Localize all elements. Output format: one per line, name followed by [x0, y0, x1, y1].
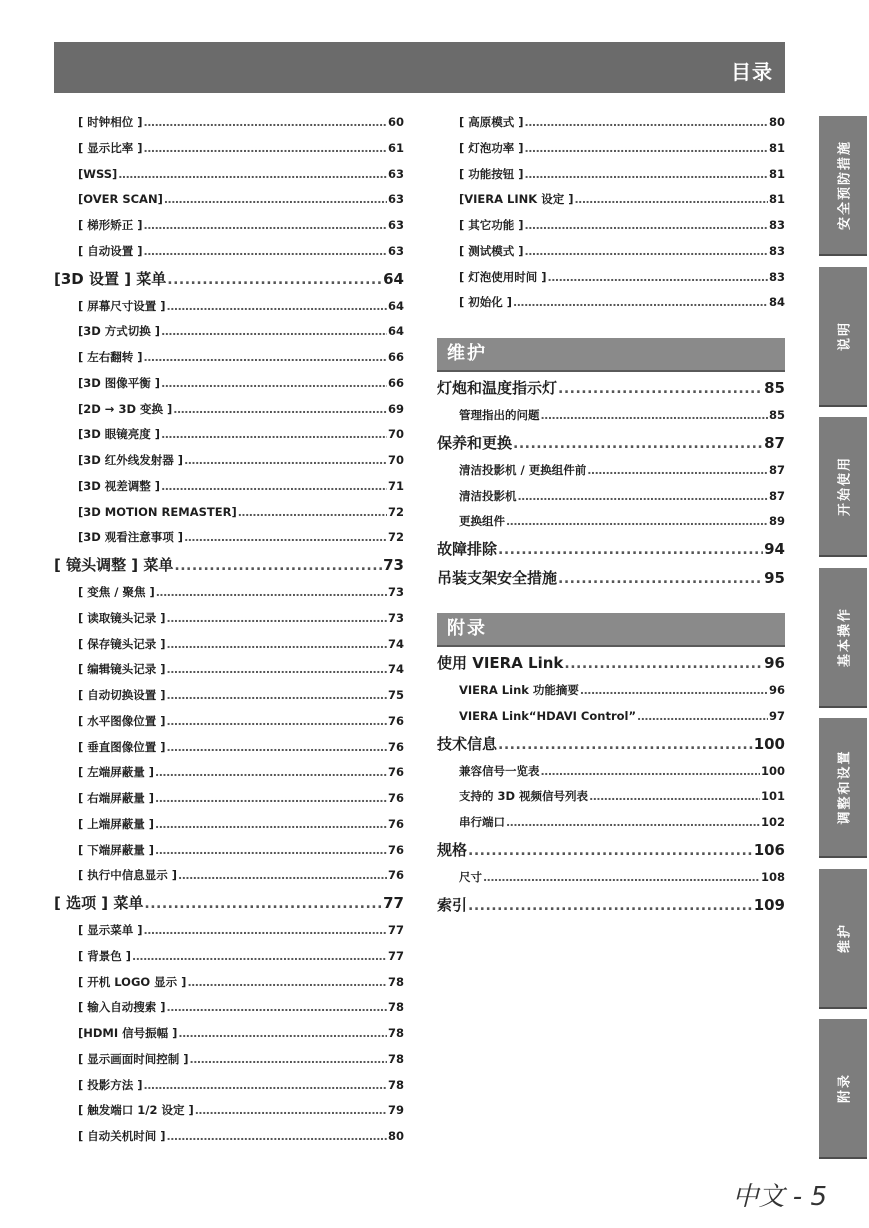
toc-entry-page: 100 — [753, 734, 785, 753]
toc-entry-label: 管理指出的问题 — [459, 408, 540, 422]
toc-entry-label: [2D → 3D 变换 ] — [78, 401, 173, 416]
toc-entry-label: 尺寸 — [459, 869, 482, 884]
toc-entry-label: 技术信息 — [437, 734, 498, 753]
dot-leader — [167, 632, 387, 658]
toc-entry-label: 使用 VIERA Link — [437, 654, 564, 672]
toc-entry[interactable] — [54, 345, 404, 371]
toc-entry-page: 96 — [764, 654, 785, 672]
side-tab-label: 附录 — [837, 1072, 853, 1104]
toc-entry-label: [3D 视差调整 ] — [78, 478, 161, 493]
toc-entry-page: 63 — [387, 218, 404, 232]
toc-entry-label: [ 显示菜单 ] — [78, 923, 143, 937]
dot-leader — [144, 890, 382, 919]
toc-entry[interactable] — [54, 970, 404, 996]
dot-leader — [161, 319, 387, 345]
toc-entry-label: [ 屏幕尺寸设置 ] — [78, 298, 166, 313]
toc-entry-label: [ 垂直图像位置 ] — [78, 739, 166, 754]
dot-leader — [174, 552, 382, 581]
toc-entry[interactable] — [54, 944, 404, 970]
toc-entry-page: 71 — [387, 478, 404, 493]
dot-leader — [468, 892, 753, 921]
side-tab-label: 开始使用 — [837, 455, 853, 517]
dot-leader — [161, 474, 387, 500]
dot-leader — [238, 500, 387, 526]
toc-entry[interactable] — [54, 422, 404, 448]
dot-leader — [167, 266, 382, 295]
toc-right-column — [437, 110, 785, 920]
toc-entry[interactable] — [54, 1124, 404, 1150]
toc-entry-page: 80 — [768, 115, 785, 129]
toc-entry[interactable] — [54, 786, 404, 812]
toc-entry[interactable] — [54, 1021, 404, 1047]
toc-entry-page: 87 — [768, 462, 785, 477]
toc-entry-label: [ 触发端口 1/2 设定 ] — [78, 1103, 194, 1118]
toc-entry-page: 72 — [387, 530, 404, 545]
toc-entry-page: 63 — [387, 166, 404, 181]
toc-entry[interactable] — [437, 403, 785, 429]
side-tab[interactable] — [819, 417, 867, 557]
toc-entry-page: 94 — [764, 540, 785, 558]
toc-entry-label: [VIERA LINK 设定 ] — [459, 192, 574, 207]
toc-entry-page: 84 — [768, 295, 785, 310]
toc-entry-label: [ 镜头调整 ] 菜单 — [54, 556, 174, 574]
toc-entry-page: 76 — [387, 816, 404, 831]
dot-leader — [541, 403, 768, 429]
toc-entry[interactable] — [54, 580, 404, 606]
toc-entry-label: [3D 眼镜亮度 ] — [78, 427, 161, 442]
dot-leader — [513, 430, 763, 459]
toc-entry[interactable] — [54, 812, 404, 838]
toc-entry-page: 77 — [387, 923, 404, 937]
toc-entry-page: 73 — [383, 556, 404, 574]
dot-leader — [144, 110, 387, 136]
toc-entry[interactable] — [437, 759, 785, 785]
dot-leader — [155, 760, 387, 786]
toc-entry-label: [ 背景色 ] — [78, 948, 132, 963]
dot-leader — [195, 1098, 387, 1124]
toc-entry-page: 78 — [387, 1051, 404, 1066]
toc-entry-page: 72 — [387, 504, 404, 519]
toc-entry[interactable] — [54, 525, 404, 551]
side-tab-label: 安全预防措施 — [837, 139, 853, 231]
toc-entry-label: 支持的 3D 视频信号列表 — [459, 789, 589, 804]
toc-entry[interactable] — [54, 838, 404, 864]
toc-entry-page: 108 — [760, 869, 785, 884]
toc-entry[interactable] — [437, 187, 785, 213]
toc-entry[interactable] — [54, 632, 404, 658]
toc-entry[interactable] — [54, 657, 404, 683]
dot-leader — [589, 784, 760, 810]
toc-entry-label: [ 上端屏蔽量 ] — [78, 816, 155, 831]
toc-entry-label: [ 右端屏蔽量 ] — [78, 791, 155, 805]
toc-left-column — [54, 110, 404, 1150]
dot-leader — [167, 606, 387, 632]
toc-entry-label: 索引 — [437, 895, 468, 914]
toc-entry-page: 81 — [768, 166, 785, 181]
dot-leader — [558, 565, 763, 594]
toc-entry-major[interactable] — [54, 265, 404, 294]
toc-entry-page: 75 — [387, 688, 404, 702]
toc-entry-page: 83 — [768, 218, 785, 232]
toc-entry-label: VIERA Link 功能摘要 — [459, 683, 579, 697]
toc-entry-page: 96 — [768, 683, 785, 697]
toc-entry-label: [WSS] — [78, 166, 118, 181]
toc-entry-page: 80 — [387, 1129, 404, 1143]
toc-entry[interactable] — [54, 371, 404, 397]
dot-leader — [548, 265, 768, 291]
toc-entry-page: 76 — [387, 739, 404, 754]
toc-entry[interactable] — [437, 110, 785, 136]
toc-entry-page: 74 — [387, 662, 404, 677]
toc-entry[interactable] — [437, 784, 785, 810]
toc-entry[interactable] — [54, 760, 404, 786]
toc-entry-label: [ 编辑镜头记录 ] — [78, 662, 166, 677]
toc-entry-label: [ 自动关机时间 ] — [78, 1129, 166, 1143]
toc-entry-label: [3D 观看注意事项 ] — [78, 530, 184, 545]
toc-entry-page: 64 — [383, 269, 404, 288]
toc-entry-major[interactable] — [437, 836, 785, 865]
toc-entry[interactable] — [54, 709, 404, 735]
dot-leader — [513, 290, 768, 316]
toc-entry-label: 规格 — [437, 840, 468, 859]
toc-entry-label: VIERA Link“HDAVI Control” — [459, 708, 637, 723]
header-bar — [54, 42, 785, 93]
toc-entry-page: 78 — [387, 1026, 404, 1040]
dot-leader — [132, 944, 387, 970]
dot-leader — [144, 136, 387, 162]
toc-entry-label: [ 其它功能 ] — [459, 218, 524, 232]
side-tab-label: 说明 — [837, 320, 853, 351]
dot-leader — [525, 136, 768, 162]
toc-entry-label: [ 自动切换设置 ] — [78, 688, 166, 702]
toc-entry-page: 76 — [387, 868, 404, 883]
toc-entry-page: 66 — [387, 350, 404, 364]
dot-leader — [167, 1124, 387, 1150]
toc-entry-page: 76 — [387, 765, 404, 780]
dot-leader — [468, 837, 753, 866]
toc-entry-label: [ 初始化 ] — [459, 295, 513, 310]
toc-entry-label: [3D 方式切换 ] — [78, 324, 161, 339]
dot-leader — [144, 345, 387, 371]
dot-leader — [187, 970, 387, 996]
toc-entry-page: 100 — [760, 763, 785, 778]
toc-entry-label: [OVER SCAN] — [78, 192, 163, 207]
toc-entry-page: 83 — [768, 243, 785, 258]
dot-leader — [144, 1073, 387, 1099]
dot-leader — [184, 448, 387, 474]
toc-entry-page: 77 — [383, 894, 404, 912]
toc-entry-label: [ 读取镜头记录 ] — [78, 610, 166, 625]
toc-entry-label: [ 选项 ] 菜单 — [54, 894, 144, 912]
toc-entry-page: 102 — [760, 815, 785, 829]
toc-entry[interactable] — [54, 474, 404, 500]
toc-entry-label: [HDMI 信号振幅 ] — [78, 1026, 178, 1040]
toc-entry-page: 78 — [387, 1000, 404, 1015]
toc-entry[interactable] — [54, 1047, 404, 1073]
toc-entry[interactable] — [54, 213, 404, 239]
toc-entry-label: 更换组件 — [459, 514, 505, 529]
side-tab[interactable] — [819, 267, 867, 407]
dot-leader — [178, 863, 387, 889]
toc-entry-page: 70 — [387, 427, 404, 442]
toc-entry-page: 87 — [768, 488, 785, 503]
toc-entry-page: 64 — [387, 324, 404, 339]
toc-entry-label: 串行端口 — [459, 815, 505, 829]
toc-entry-page: 63 — [387, 192, 404, 207]
dot-leader — [498, 731, 753, 760]
toc-entry[interactable] — [437, 458, 785, 484]
dot-leader — [483, 865, 760, 891]
toc-entry[interactable] — [54, 162, 404, 188]
toc-entry-page: 64 — [387, 298, 404, 313]
toc-entry[interactable] — [437, 213, 785, 239]
toc-entry[interactable] — [54, 1073, 404, 1099]
toc-entry-major[interactable] — [437, 535, 785, 564]
side-tab-label: 调整和设置 — [837, 749, 853, 825]
dot-leader — [167, 657, 387, 683]
toc-entry[interactable] — [54, 294, 404, 320]
toc-entry[interactable] — [437, 162, 785, 188]
toc-entry[interactable] — [437, 509, 785, 535]
toc-entry-label: [ 显示画面时间控制 ] — [78, 1051, 189, 1066]
toc-entry-label: [ 保存镜头记录 ] — [78, 636, 166, 651]
side-tab[interactable] — [819, 718, 867, 858]
toc-entry[interactable] — [437, 810, 785, 836]
toc-entry-label: [ 高原模式 ] — [459, 115, 524, 129]
toc-entry-major[interactable] — [437, 649, 785, 678]
toc-entry-label: 清洁投影机 / 更换组件前 — [459, 462, 587, 477]
toc-entry[interactable] — [54, 1098, 404, 1124]
dot-leader — [155, 786, 387, 812]
toc-entry-page: 69 — [387, 401, 404, 416]
toc-entry[interactable] — [437, 290, 785, 316]
toc-entry[interactable] — [54, 735, 404, 761]
toc-entry[interactable] — [54, 918, 404, 944]
toc-entry-page: 76 — [387, 791, 404, 805]
toc-entry-page: 78 — [387, 1077, 404, 1092]
dot-leader — [580, 678, 768, 704]
dot-leader — [541, 759, 760, 785]
toc-entry-page: 73 — [387, 610, 404, 625]
toc-entry-label: [ 显示比率 ] — [78, 140, 143, 155]
toc-entry-label: 灯炮和温度指示灯 — [437, 379, 558, 397]
toc-entry-page: 101 — [760, 789, 785, 804]
toc-entry[interactable] — [437, 136, 785, 162]
side-tab-label: 维护 — [837, 922, 853, 953]
dot-leader — [190, 1047, 387, 1073]
toc-entry-label: [ 测试模式 ] — [459, 243, 524, 258]
toc-entry[interactable] — [54, 397, 404, 423]
toc-entry[interactable] — [54, 863, 404, 889]
toc-entry-label: 兼容信号一览表 — [459, 763, 540, 778]
toc-entry-label: [ 功能按钮 ] — [459, 166, 524, 181]
dot-leader — [558, 375, 763, 404]
page-title: 目录 — [731, 60, 773, 84]
dot-leader — [173, 397, 387, 423]
toc-entry-label: [ 输入自动搜索 ] — [78, 1000, 166, 1015]
toc-entry-label: 吊装支架安全措施 — [437, 569, 558, 587]
toc-entry-major[interactable] — [437, 730, 785, 759]
toc-entry-label: [ 开机 LOGO 显示 ] — [78, 974, 187, 989]
toc-entry-page: 76 — [387, 842, 404, 857]
dot-leader — [184, 525, 387, 551]
toc-entry-major[interactable] — [437, 564, 785, 593]
toc-entry-page: 74 — [387, 636, 404, 651]
toc-entry-page: 109 — [753, 895, 785, 914]
page-number: 中文 - 5 — [732, 1182, 827, 1212]
toc-entry-label: [3D MOTION REMASTER] — [78, 504, 237, 519]
toc-entry-page: 97 — [768, 708, 785, 723]
dot-leader — [525, 213, 768, 239]
side-tab[interactable] — [819, 1019, 867, 1159]
toc-entry-major[interactable] — [54, 889, 404, 918]
dot-leader — [167, 995, 387, 1021]
toc-entry[interactable] — [54, 110, 404, 136]
toc-entry-page: 76 — [387, 713, 404, 728]
toc-entry-major[interactable] — [437, 891, 785, 920]
toc-entry[interactable] — [437, 265, 785, 291]
toc-entry-label: [ 左端屏蔽量 ] — [78, 765, 155, 780]
toc-entry-page: 81 — [768, 140, 785, 155]
dot-leader — [525, 239, 768, 265]
toc-entry[interactable] — [54, 136, 404, 162]
toc-entry[interactable] — [54, 683, 404, 709]
toc-entry[interactable] — [54, 448, 404, 474]
toc-entry-label: [3D 红外线发射器 ] — [78, 453, 184, 467]
toc-entry-page: 81 — [768, 192, 785, 207]
toc-entry-label: 保养和更换 — [437, 433, 513, 452]
dot-leader — [167, 709, 387, 735]
toc-entry-label: [ 变焦 / 聚焦 ] — [78, 585, 155, 599]
toc-entry-label: [ 下端屏蔽量 ] — [78, 842, 155, 857]
toc-entry-label: [ 执行中信息显示 ] — [78, 868, 178, 883]
toc-entry-page: 89 — [768, 514, 785, 529]
dot-leader — [118, 162, 387, 188]
side-tab-label: 基本操作 — [837, 606, 853, 667]
dot-leader — [506, 810, 760, 836]
toc-entry[interactable] — [54, 995, 404, 1021]
toc-entry[interactable] — [54, 500, 404, 526]
toc-entry[interactable] — [437, 704, 785, 730]
dot-leader — [587, 458, 768, 484]
toc-entry-page: 60 — [387, 115, 404, 129]
toc-entry[interactable] — [54, 319, 404, 345]
toc-entry-major[interactable] — [54, 551, 404, 580]
toc-entry-page: 77 — [387, 948, 404, 963]
dot-leader — [144, 918, 387, 944]
dot-leader — [506, 509, 768, 535]
toc-entry-page: 87 — [764, 433, 785, 452]
toc-entry-label: 故障排除 — [437, 540, 498, 558]
dot-leader — [574, 187, 768, 213]
toc-entry-label: [3D 图像平衡 ] — [78, 375, 161, 390]
toc-entry-page: 83 — [768, 269, 785, 284]
toc-entry-page: 79 — [387, 1103, 404, 1118]
toc-maintenance-list — [437, 374, 785, 593]
dot-leader — [564, 650, 763, 679]
toc-entry-label: [ 投影方法 ] — [78, 1077, 143, 1092]
section-header-maintenance: 维护 — [437, 338, 785, 372]
dot-leader — [156, 580, 387, 606]
toc-entry-major[interactable] — [437, 374, 785, 403]
toc-entry-page: 66 — [387, 375, 404, 390]
side-tab[interactable] — [819, 869, 867, 1009]
dot-leader — [155, 812, 387, 838]
side-tab[interactable] — [819, 116, 867, 256]
toc-entry-label: [ 灯泡功率 ] — [459, 140, 524, 155]
toc-entry-label: [ 自动设置 ] — [78, 243, 143, 258]
toc-entry-label: [ 左右翻转 ] — [78, 350, 143, 364]
dot-leader — [167, 294, 387, 320]
toc-entry-label: 清洁投影机 — [459, 488, 517, 503]
toc-entry-page: 106 — [753, 840, 785, 859]
toc-entry[interactable] — [54, 606, 404, 632]
toc-entry[interactable] — [437, 865, 785, 891]
toc-entry[interactable] — [437, 484, 785, 510]
toc-entry-page: 78 — [387, 974, 404, 989]
toc-entry[interactable] — [54, 187, 404, 213]
toc-entry-label: [ 梯形矫正 ] — [78, 218, 143, 232]
toc-entry[interactable] — [54, 239, 404, 265]
toc-entry[interactable] — [437, 239, 785, 265]
toc-entry-major[interactable] — [437, 429, 785, 458]
section-header-appendix: 附录 — [437, 613, 785, 647]
dot-leader — [525, 110, 768, 136]
toc-entry-page: 85 — [764, 379, 785, 397]
side-tab[interactable] — [819, 568, 867, 708]
dot-leader — [144, 239, 387, 265]
dot-leader — [155, 838, 387, 864]
toc-entry[interactable] — [437, 678, 785, 704]
toc-entry-label: [ 水平图像位置 ] — [78, 713, 166, 728]
toc-entry-label: [3D 设置 ] 菜单 — [54, 269, 167, 288]
toc-appendix-list — [437, 649, 785, 920]
dot-leader — [167, 735, 387, 761]
dot-leader — [498, 536, 763, 565]
toc-entry-page: 95 — [764, 569, 785, 587]
dot-leader — [178, 1021, 387, 1047]
dot-leader — [167, 683, 387, 709]
toc-entry-page: 61 — [387, 140, 404, 155]
toc-entry-page: 70 — [387, 453, 404, 467]
dot-leader — [161, 422, 387, 448]
dot-leader — [637, 704, 768, 730]
toc-entry-page: 85 — [768, 408, 785, 422]
dot-leader — [144, 213, 387, 239]
toc-right-top-list — [437, 110, 785, 316]
dot-leader — [164, 187, 387, 213]
toc-entry-label: [ 灯泡使用时间 ] — [459, 269, 547, 284]
dot-leader — [518, 484, 768, 510]
dot-leader — [161, 371, 387, 397]
dot-leader — [525, 162, 768, 188]
toc-entry-label: [ 时钟相位 ] — [78, 115, 143, 129]
toc-entry-page: 73 — [387, 585, 404, 599]
toc-entry-page: 63 — [387, 243, 404, 258]
